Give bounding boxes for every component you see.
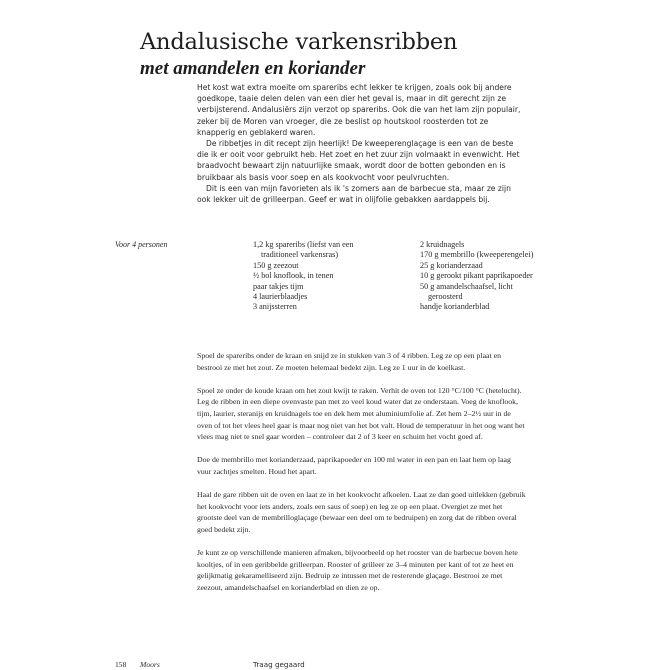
ingredient-item: 170 g membrillo (kweeperengelei) [420,250,534,260]
recipe-subtitle: met amandelen en koriander [140,57,366,79]
ingredient-item: 150 g zeezout [253,260,299,270]
ingredient-item: 25 g korianderzaad [420,260,483,270]
ingredient-item: 2 kruidnagels [420,240,465,249]
ingredient-item: geroosterd [428,292,463,302]
ingredient-item: 1,2 kg spareribs (liefst van een [253,240,354,249]
intro-paragraph: De ribbetjes in dit recept zijn heerlijk! De kweeperenglaçage is een van de beste die ik er ooit voor gebruikt heb. Het zoet en het zuur zijn volmaakt in evenwicht. Het braadvocht bewaart zijn natuurlijke smaak, wordt door de botten gebonden en is bruikbaar als basis voor soep en als kookvocht voor peulvruchten. [197,139,520,182]
servings-label: Voor 4 personen [115,240,168,249]
recipe-method [197,350,527,605]
ingredient-item: 3 anijssterren [253,302,297,312]
recipe-title: Andalusische varkensribben [140,29,458,56]
ingredient-item: 10 g gerookt pikant paprikapoeder [420,271,533,281]
ingredients-list-left [253,240,354,313]
method-step: Doe de membrillo met korianderzaad, paprikapoeder en 100 ml water in een pan en laat hem op laag vuur zachtjes smelten. Houd het apart. [197,455,511,476]
method-step: Haal de gare ribben uit de oven en laat ze in het kookvocht afkoelen. Laat ze dan goed uitlekken (gebruik het kookvocht voor iets anders, zoals een saus of soep) en leg ze op een plaat. Overgiet ze met het grootste deel van de membrilloglaçage (bewaar een deel om te bedruipen) en zorg dat de ribben overal goed bedekt zijn. [197,490,526,534]
ingredient-item: paar takjes tijm [253,281,304,291]
recipe-intro [197,82,527,205]
ingredient-item: handje korianderblad [420,302,490,312]
ingredient-item: 50 g amandelschaafsel, licht [420,281,513,291]
intro-paragraph: Het kost wat extra moeite om spareribs echt lekker te krijgen, zoals ook bij andere goedkope, taaie delen delen van een dier het geval is, maar in dit gerecht zijn ze verbijsterend. Andalusiërs zijn verzot op spareribs. Ook die van het lam zijn populair, zeker bij de Moren van vroeger, die ze beslist op houtskool roosterden tot ze knapperig en geblakerd waren. [197,83,521,137]
footer-section: Moors [140,660,160,669]
method-step: Spoel ze onder de koude kraan om het zout kwijt te raken. Verhit de oven tot 120 °C/100 °C (hetelucht). Leg de ribben in een diepe ovenvaste pan met zo veel koud water dat ze onderstaan. Voeg de knoflook, tijm, laurier, steranijs en kruidnagels toe en dek hem met aluminiumfolie af. Zet hem 2–2½ uur in de oven of tot het vlees heel gaar is maar nog niet van het bot valt. Houd de temperatuur in het oog want het vlees mag niet te snel gaar worden – controleer dat 2 of 3 keer en schuim het vocht goed af. [197,385,525,442]
intro-paragraph: Dit is een van mijn favorieten als ik 's zomers aan de barbecue sta, maar ze zijn ook lekker uit de grilleerpan. Geef er wat in olijfolie gebakken aardappels bij. [197,183,511,205]
page-number: 158 [115,660,127,669]
ingredient-item: ½ bol knoflook, in tenen [253,271,334,281]
ingredient-item: 4 laurierblaadjes [253,292,308,302]
ingredient-item: traditioneel varkensras) [261,250,339,260]
ingredients-list-right [420,240,533,313]
footer-chapter: Traag gegaard [253,660,305,669]
method-step: Spoel de spareribs onder de kraan en snijd ze in stukken van 3 of 4 ribben. Leg ze op een plaat en bestrooi ze met het zout. Ze moeten helemaal bedekt zijn. Leg ze 1 uur in de koelkast. [197,351,501,372]
method-step: Je kunt ze op verschillende manieren afmaken, bijvoorbeeld op het rooster van de barbecue boven hete kooltjes, of in een geribbelde grilleerpan. Rooster of grilleer ze 3–4 minuten per kant of tot ze heet en gelijkmatig gekaramelliseerd zijn. Bedruip ze intussen met de resterende glaçage. Bestrooi ze met zeezout, amandelschaafsel en korianderblad en dien ze op. [197,548,518,592]
